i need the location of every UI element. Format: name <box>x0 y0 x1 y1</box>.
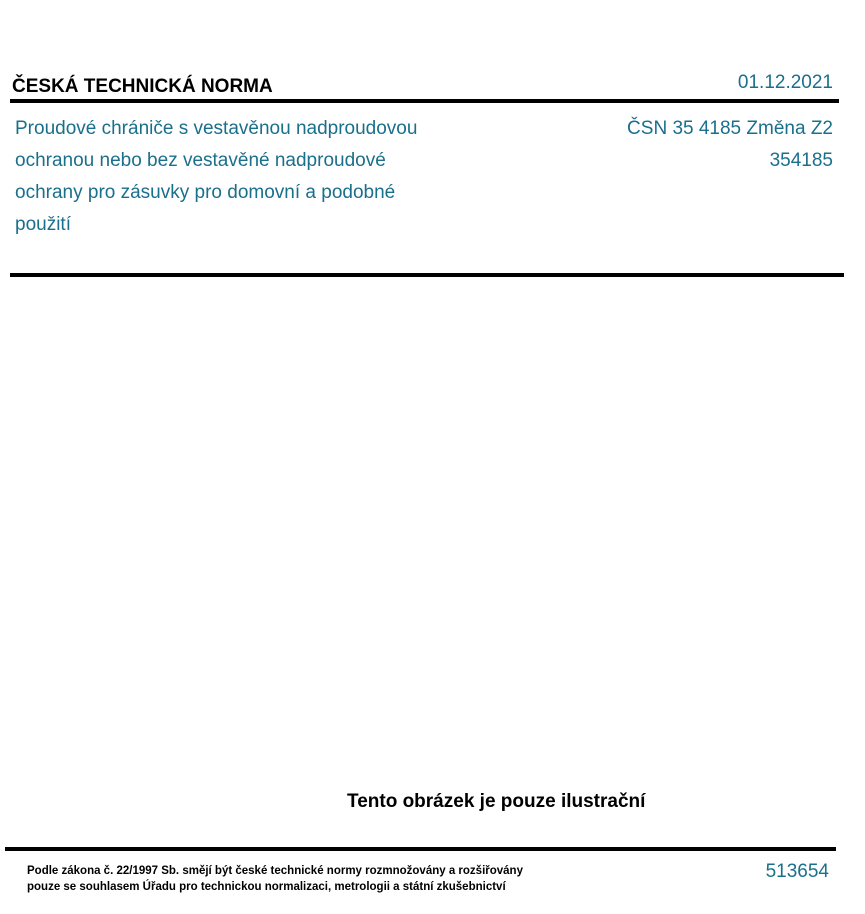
subject-line: použití <box>15 214 71 235</box>
legal-notice <box>27 863 523 895</box>
document-title: ČESKÁ TECHNICKÁ NORMA <box>12 76 273 97</box>
subject-line: ochranou nebo bez vestavěné nadproudové <box>15 150 386 171</box>
standard-subject <box>15 113 495 241</box>
legal-line: Podle zákona č. 22/1997 Sb. smějí být české technické normy rozmnožovány a rozšiřovány <box>27 865 523 877</box>
legal-line: pouze se souhlasem Úřadu pro technickou normalizaci, metrologii a státní zkušebnictví <box>27 881 506 893</box>
document-number: 513654 <box>765 861 829 882</box>
standard-class-code: 354185 <box>769 150 833 171</box>
footer-divider <box>5 847 836 851</box>
publication-date: 01.12.2021 <box>737 72 833 93</box>
standard-designation: ČSN 35 4185 Změna Z2 <box>627 118 833 139</box>
standard-identifiers <box>627 113 833 177</box>
illustration-notice: Tento obrázek je pouze ilustrační <box>347 791 646 812</box>
subject-line: Proudové chrániče s vestavěnou nadproudovou <box>15 118 418 139</box>
subject-line: ochrany pro zásuvky pro domovní a podobné <box>15 182 396 203</box>
content-divider <box>10 273 844 277</box>
header-divider <box>10 99 839 103</box>
